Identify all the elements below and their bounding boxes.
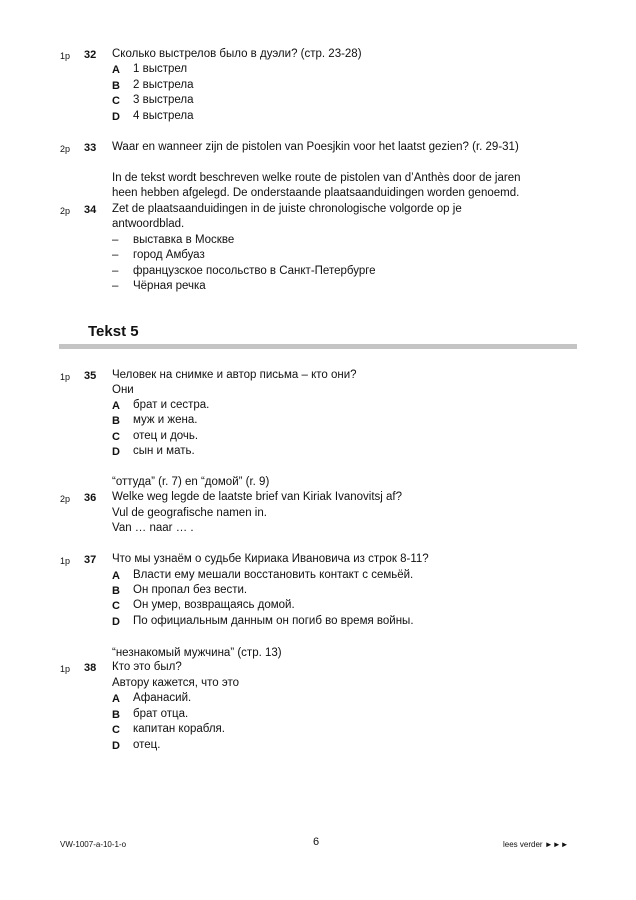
question-text: Человек на снимке и автор письма – кто они? xyxy=(112,369,357,381)
option-letter: D xyxy=(112,740,120,752)
question-text: Zet de plaatsaanduidingen in de juiste chronologische volgorde op je xyxy=(112,203,462,215)
question-number: 37 xyxy=(84,554,97,566)
question-number: 34 xyxy=(84,204,97,216)
list-dash: – xyxy=(112,234,119,246)
question-text: antwoordblad. xyxy=(112,218,185,230)
document-code: VW-1007-a-10-1-o xyxy=(60,840,127,849)
option-letter: B xyxy=(112,709,120,721)
option-text: Он умер, возвращаясь домой. xyxy=(133,599,295,611)
question-text: Кто это был? xyxy=(112,661,182,673)
intro-line: In de tekst wordt beschreven welke route de pistolen van d’Anthès door de jaren xyxy=(112,172,521,184)
option-text: отец. xyxy=(133,739,161,751)
question-text: Waar en wanneer zijn de pistolen van Poesjkin voor het laatst gezien? (r. 29-31) xyxy=(112,141,519,153)
option-text: Афанасий. xyxy=(133,692,192,704)
list-dash: – xyxy=(112,249,119,261)
question-text: Van … naar … . xyxy=(112,522,194,534)
option-letter: D xyxy=(112,616,120,628)
list-dash: – xyxy=(112,280,119,292)
option-letter: D xyxy=(112,111,120,123)
list-item: выставка в Москве xyxy=(133,234,235,246)
option-text: 1 выстрел xyxy=(133,63,188,75)
question-points: 2p xyxy=(60,206,71,216)
question-number: 35 xyxy=(84,370,97,382)
option-text: капитан корабля. xyxy=(133,723,225,735)
question-text: Автору кажется, что это xyxy=(112,677,240,689)
question-text: Они xyxy=(112,384,134,396)
question-text: Что мы узнаём о судьбе Кириака Ивановича из строк 8-11? xyxy=(112,553,429,565)
question-points: 1p xyxy=(60,372,71,382)
option-text: брат отца. xyxy=(133,708,189,720)
option-text: 3 выстрела xyxy=(133,94,194,106)
option-letter: B xyxy=(112,415,120,427)
question-number: 38 xyxy=(84,662,97,674)
option-letter: A xyxy=(112,570,120,582)
option-text: Власти ему мешали восстановить контакт с семьёй. xyxy=(133,569,414,581)
option-text: отец и дочь. xyxy=(133,430,199,442)
question-text: Vul de geografische namen in. xyxy=(112,507,267,519)
option-letter: C xyxy=(112,95,120,107)
option-letter: C xyxy=(112,431,120,443)
question-text: Welke weg legde de laatste brief van Kiriak Ivanovitsj af? xyxy=(112,491,402,503)
option-text: сын и мать. xyxy=(133,445,195,457)
option-letter: C xyxy=(112,724,120,736)
question-number: 32 xyxy=(84,49,97,61)
option-text: брат и сестра. xyxy=(133,399,210,411)
list-dash: – xyxy=(112,265,119,277)
question-number: 36 xyxy=(84,492,97,504)
question-points: 2p xyxy=(60,144,71,154)
option-text: муж и жена. xyxy=(133,414,198,426)
option-text: По официальным данным он погиб во время войны. xyxy=(133,615,414,627)
question-points: 2p xyxy=(60,494,71,504)
option-letter: B xyxy=(112,585,120,597)
page-number: 6 xyxy=(313,836,320,848)
intro-line: “оттуда” (r. 7) en “домой” (r. 9) xyxy=(112,476,270,488)
option-text: 2 выстрела xyxy=(133,79,194,91)
option-text: 4 выстрела xyxy=(133,110,194,122)
option-text: Он пропал без вести. xyxy=(133,584,248,596)
section-divider xyxy=(59,344,577,349)
option-letter: C xyxy=(112,600,120,612)
question-points: 1p xyxy=(60,664,71,674)
question-points: 1p xyxy=(60,51,71,61)
option-letter: A xyxy=(112,400,120,412)
option-letter: D xyxy=(112,446,120,458)
option-letter: A xyxy=(112,64,120,76)
list-item: французское посольство в Санкт-Петербурге xyxy=(133,265,376,277)
continue-note: lees verder ►►► xyxy=(503,840,569,849)
question-text: Сколько выстрелов было в дуэли? (стр. 23-28) xyxy=(112,48,362,60)
option-letter: B xyxy=(112,80,120,92)
list-item: Чёрная речка xyxy=(133,280,206,292)
option-letter: A xyxy=(112,693,120,705)
intro-line: heen hebben afgelegd. De onderstaande plaatsaanduidingen worden genoemd. xyxy=(112,187,520,199)
list-item: город Амбуаз xyxy=(133,249,205,261)
section-title: Tekst 5 xyxy=(88,323,139,340)
question-number: 33 xyxy=(84,142,97,154)
question-points: 1p xyxy=(60,556,71,566)
intro-line: “незнакомый мужчина” (стр. 13) xyxy=(112,647,282,659)
